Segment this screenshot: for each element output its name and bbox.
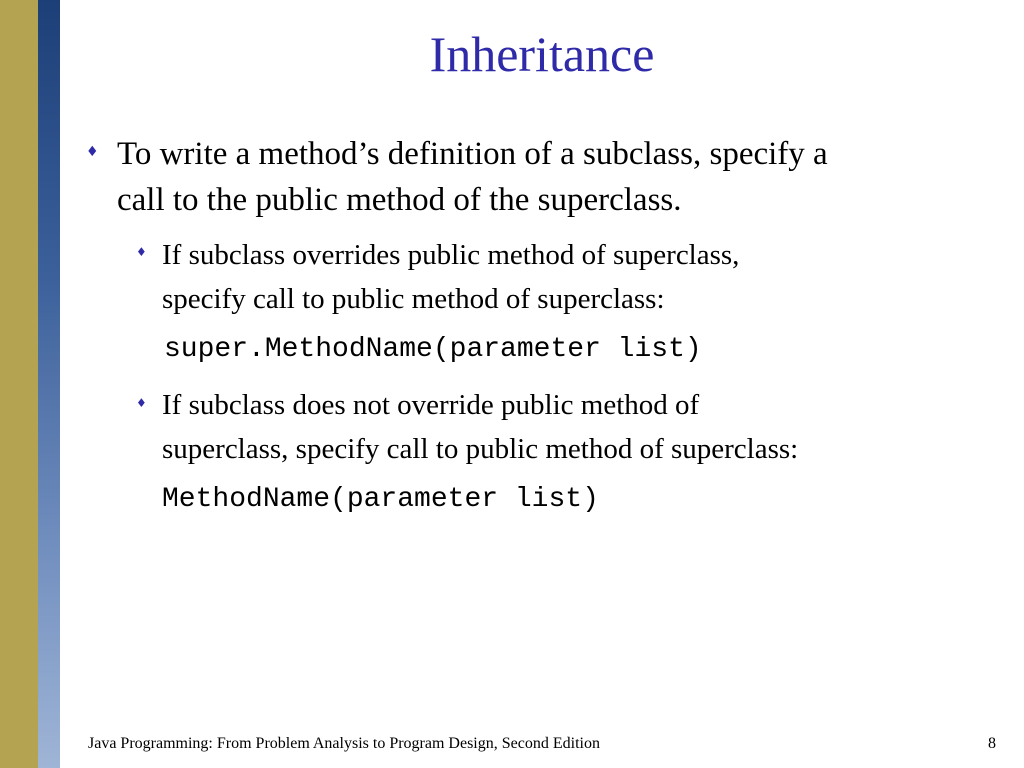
code-super-call: super.MethodName(parameter list) — [164, 334, 702, 365]
sub-bullet-1-line-2: specify call to public method of superclass: — [162, 283, 665, 315]
bullet-1-line-2: call to the public method of the superclass. — [117, 182, 682, 218]
diamond-bullet-icon: ♦ — [136, 396, 147, 410]
sub-bullet-1-line-1: If subclass overrides public method of superclass, — [162, 239, 740, 271]
footer-book-title: Java Programming: From Problem Analysis to Program Design, Second Edition — [88, 735, 600, 752]
diamond-bullet-icon: ♦ — [86, 144, 99, 160]
sub-bullet-2-line-1: If subclass does not override public method of — [162, 389, 700, 421]
sidebar-olive-stripe — [0, 0, 38, 768]
sidebar-blue-stripe — [38, 0, 60, 768]
code-direct-call: MethodName(parameter list) — [162, 484, 599, 515]
sub-bullet-2-line-2: superclass, specify call to public method of superclass: — [162, 433, 799, 465]
slide-title: Inheritance — [429, 26, 655, 82]
diamond-bullet-icon: ♦ — [136, 245, 147, 259]
page-number: 8 — [988, 735, 996, 752]
bullet-1-line-1: To write a method’s definition of a subclass, specify a — [117, 136, 828, 172]
